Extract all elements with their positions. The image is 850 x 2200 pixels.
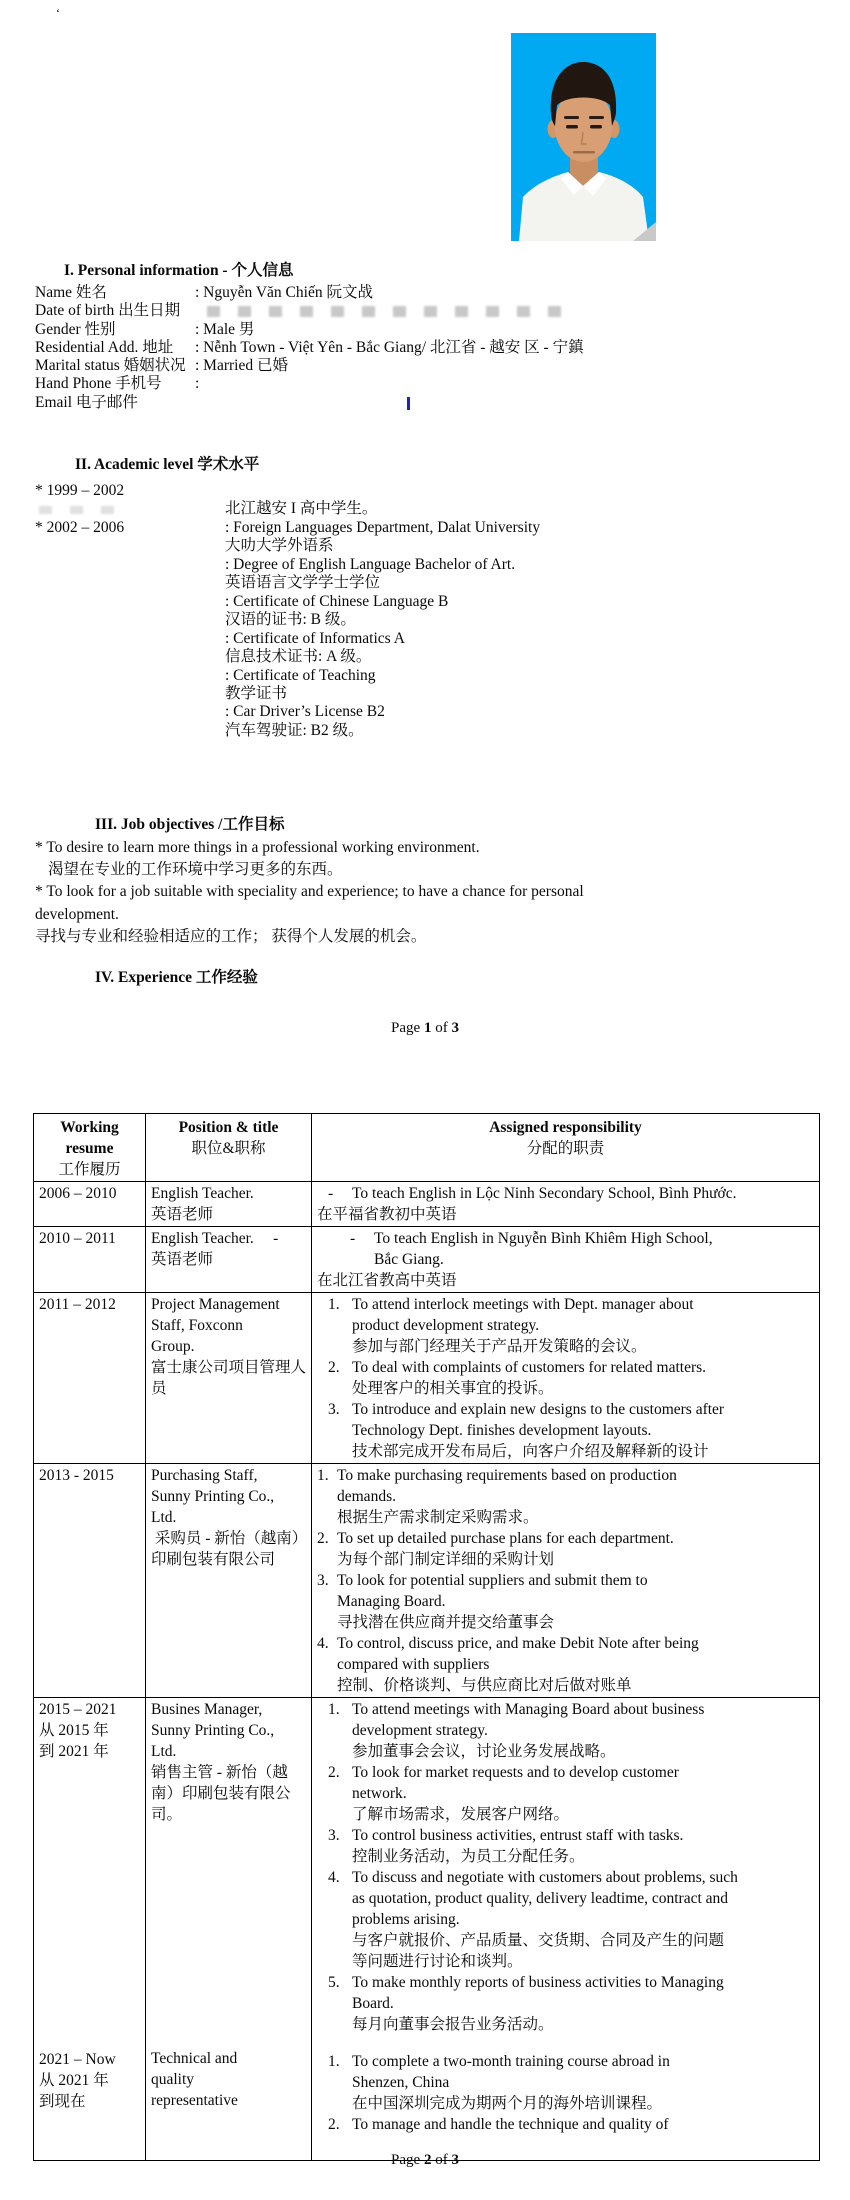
item-marker: - <box>328 1185 334 1202</box>
experience-column-header: Working resume 工作履历 <box>34 1114 146 1182</box>
personal-info-value: : Married 已婚 <box>195 357 288 375</box>
academic-items <box>0 482 850 740</box>
position-line: representative <box>151 2092 238 2109</box>
experience-table-body <box>34 1182 820 2161</box>
responsibility-cell <box>312 1698 820 2161</box>
experience-table-header-row <box>34 1114 820 1182</box>
footer-text: Page <box>391 2152 424 2168</box>
responsibility-cell <box>312 1227 820 1293</box>
page2-footer <box>0 2152 850 2169</box>
working-resume-cell <box>34 1464 146 1698</box>
period-line: 2015 – 2021 <box>39 1701 117 1718</box>
personal-info-row <box>35 339 850 357</box>
academic-row <box>35 556 850 574</box>
objective-lines <box>0 837 850 948</box>
experience-table <box>33 1113 820 2161</box>
personal-info-label: Email 电子邮件 <box>35 393 138 411</box>
period-line: 2013 - 2015 <box>39 1467 114 1484</box>
responsibility-group <box>316 1294 815 1462</box>
item-marker: - <box>350 1230 356 1247</box>
item-marker: 1. <box>328 2053 340 2070</box>
academic-line: 英语语言文学学士学位 <box>225 574 381 592</box>
position-line: Sunny Printing Co., <box>151 1722 275 1739</box>
academic-period: * 2002 – 2006 <box>35 518 125 536</box>
academic-row <box>35 574 850 592</box>
personal-info-row <box>35 375 850 393</box>
position-title-cell <box>146 1182 312 1227</box>
academic-row <box>35 519 850 537</box>
photo-mouth <box>573 151 595 154</box>
academic-period <box>35 667 225 685</box>
position-line: 富士康公司项目管理人员 <box>151 1359 307 1397</box>
experience-row <box>34 1698 820 2161</box>
position-line: Ltd. <box>151 1509 177 1526</box>
responsibility-cell <box>312 1293 820 1464</box>
academic-period <box>35 574 225 592</box>
responsibility-cell <box>312 1182 820 1227</box>
academic-period <box>35 630 225 648</box>
academic-row <box>35 611 850 629</box>
academic-line: 汽车驾驶证: B2 级。 <box>225 721 364 739</box>
position-line: 销售主管 - 新怡（越南）印刷包装有限公司。 <box>151 1764 291 1823</box>
academic-row <box>35 593 850 611</box>
corner-mark: ‘ <box>56 6 60 20</box>
position-line: Project Management <box>151 1296 280 1313</box>
experience-row <box>34 1227 820 1293</box>
responsibility-item: 1. To attend interlock meetings with Dept. manager about product development strategy. 参加与部门经理关于产品开发策略的会议。 <box>328 1296 694 1355</box>
academic-line: : Certificate of Informatics A <box>225 629 405 647</box>
responsibility-item: 1. To attend meetings with Managing Board about business development strategy. 参加董事会会议，讨论业务发展战略。 <box>328 1701 705 1760</box>
footer-page-total: 3 <box>451 2152 459 2168</box>
redacted-smudge <box>39 506 131 514</box>
academic-line: : Certificate of Chinese Language B <box>225 592 449 610</box>
item-marker: 2. <box>317 1530 329 1547</box>
responsibility-item: - To teach English in Lộc Ninh Secondary School, Bình Phước. <box>328 1185 737 1202</box>
redacted-dob-smudge <box>207 306 575 317</box>
item-marker: 2. <box>328 1764 340 1781</box>
academic-period <box>35 556 225 574</box>
personal-info-value: : Nguyễn Văn Chiến 阮文战 <box>195 284 373 301</box>
position-line: Group. <box>151 1338 195 1355</box>
academic-row <box>35 630 850 648</box>
academic-period <box>35 703 225 721</box>
item-marker: 5. <box>328 1974 340 1991</box>
period-line: 从 2015 年 <box>39 1722 109 1739</box>
working-resume-cell <box>34 1698 146 2161</box>
position-title-cell <box>146 1293 312 1464</box>
academic-period: * 1999 – 2002 <box>35 482 125 499</box>
period-line: 2010 – 2011 <box>39 1230 116 1247</box>
position-line: English Teacher. - <box>151 1230 279 1247</box>
academic-line: 信息技术证书: A 级。 <box>225 648 372 666</box>
item-marker: 3. <box>328 1827 340 1844</box>
responsibility-item: 5. To make monthly reports of business activities to Managing Board. 每月向董事会报告业务活动。 <box>328 1974 724 2033</box>
period-line: 2006 – 2010 <box>39 1185 117 1202</box>
personal-info-value: : Male 男 <box>195 320 255 338</box>
personal-heading: I. Personal information - 个人信息 <box>64 262 294 279</box>
academic-row <box>35 648 850 666</box>
personal-info-value <box>195 302 575 319</box>
academic-period <box>35 611 225 629</box>
responsibility-group: - To teach English in Lộc Ninh Secondary School, Bình Phước. 在平福省教初中英语 <box>316 1183 815 1225</box>
academic-row <box>35 703 850 721</box>
photo-eye-left <box>566 125 578 129</box>
footer-page-number: 2 <box>423 2152 432 2168</box>
responsibility-item: 4. To control, discuss price, and make Debit Note after being compared with suppliers 控制、价格谈判、与供应商比对后做对账单 <box>317 1635 699 1694</box>
personal-info-row <box>35 302 850 320</box>
academic-line: 教学证书 <box>225 684 288 702</box>
position-title-cell <box>146 1698 312 2161</box>
academic-line: 汉语的证书: B 级。 <box>225 611 356 629</box>
item-marker: 3. <box>317 1572 329 1589</box>
personal-info-label: Date of birth 出生日期 <box>35 302 181 320</box>
item-marker: 2. <box>328 1359 340 1376</box>
academic-period <box>35 537 225 555</box>
academic-heading: II. Academic level 学术水平 <box>75 456 260 473</box>
academic-line: : Certificate of Teaching <box>225 666 376 684</box>
photo-eye-right <box>590 125 602 129</box>
responsibility-group <box>316 2051 815 2135</box>
footer-page-total: 3 <box>451 1020 459 1036</box>
academic-period <box>35 722 225 740</box>
academic-line: : Degree of English Language Bachelor of Art. <box>225 555 516 573</box>
item-marker: 4. <box>328 1869 340 1886</box>
period-line: 到 2021 年 <box>39 1743 109 1760</box>
personal-info-label: Hand Phone 手机号 <box>35 375 162 393</box>
responsibility-item: 3. To look for potential suppliers and submit them to Managing Board. 寻找潜在供应商并提交给董事会 <box>317 1572 648 1631</box>
personal-info-row <box>35 321 850 339</box>
responsibility-group <box>316 1465 815 1696</box>
academic-line: 北江越安 I 高中学生。 <box>225 500 378 518</box>
objective-line: development. <box>35 905 119 923</box>
position-title-cell <box>146 1227 312 1293</box>
academic-row <box>35 667 850 685</box>
objective-line: * To look for a job suitable with speciality and experience; to have a chance for personal <box>35 883 584 901</box>
academic-line: : Car Driver’s License B2 <box>225 703 385 721</box>
academic-row <box>35 482 850 500</box>
period-line: 到现在 <box>39 2093 86 2110</box>
photo-brow-left <box>564 116 579 119</box>
period-line: 2011 – 2012 <box>39 1296 116 1313</box>
academic-line: 大叻大学外语系 <box>225 537 334 555</box>
position-line: Ltd. <box>151 1743 177 1760</box>
section-job-objectives <box>0 812 850 948</box>
footer-text: of <box>431 2152 452 2168</box>
academic-row <box>35 537 850 555</box>
personal-info-value <box>195 394 410 411</box>
personal-info-value: : Nễnh Town - Việt Yên - Bắc Giang/ 北江省 - 越安 区 - 宁鎮 <box>195 338 584 356</box>
footer-text: Page <box>391 1020 424 1036</box>
item-marker: 4. <box>317 1635 329 1652</box>
item-marker: 3. <box>328 1401 340 1418</box>
position-line: Busines Manager, <box>151 1701 263 1718</box>
portrait-photo-image <box>511 33 656 241</box>
period-line: 2021 – Now <box>39 2051 116 2068</box>
academic-period <box>35 500 225 518</box>
responsibility-item: 2. To deal with complaints of customers for related matters. 处理客户的相关事宜的投诉。 <box>328 1359 707 1397</box>
personal-info-row <box>35 357 850 375</box>
responsibility-item: 1. To make purchasing requirements based on production demands. 根据生产需求制定采购需求。 <box>317 1467 677 1526</box>
personal-info-label: Residential Add. 地址 <box>35 338 174 356</box>
responsibility-item: - To teach English in Nguyễn Bình Khiêm High School, Bắc Giang. <box>350 1230 713 1268</box>
responsibility-item: 2. To look for market requests and to develop customer network. 了解市场需求，发展客户网络。 <box>328 1764 679 1823</box>
experience-column-header: Assigned responsibility 分配的职责 <box>312 1114 820 1182</box>
academic-period <box>35 685 225 703</box>
footer-text: of <box>431 1020 452 1036</box>
position-line: 英语老师 <box>151 1206 214 1223</box>
experience-heading: IV. Experience 工作经验 <box>95 969 258 986</box>
position-line: Staff, Foxconn <box>151 1317 243 1334</box>
working-resume-cell <box>34 1227 146 1293</box>
working-resume-cell <box>34 1182 146 1227</box>
experience-row <box>34 1464 820 1698</box>
section-academic-level <box>0 452 850 740</box>
position-line: quality <box>151 2071 195 2088</box>
academic-line: : Foreign Languages Department, Dalat University <box>225 518 541 536</box>
position-title-cell <box>146 1464 312 1698</box>
responsibility-group: - To teach English in Nguyễn Bình Khiêm High School, Bắc Giang. 在北江省教高中英语 <box>316 1228 815 1291</box>
responsibility-item: 2. To manage and handle the technique and quality of <box>328 2116 669 2133</box>
footer-page-number: 1 <box>423 1020 432 1036</box>
item-marker: 2. <box>328 2116 340 2133</box>
portrait-photo <box>511 33 656 241</box>
responsibility-item: 3. To introduce and explain new designs to the customers after Technology Dept. finishes development layouts. 技术部完成开发布局后，向客户介绍及解释新的设计 <box>328 1401 725 1460</box>
academic-period <box>35 593 225 611</box>
photo-brow-right <box>589 116 604 119</box>
responsibility-item: 4. To discuss and negotiate with customers about problems, such as quotation, product quality, delivery leadtime, contract and problems arising. 与客户就报价、产品质量、交货期、合同及产生的问题 等问题进行讨论和谈判。 <box>328 1869 738 1970</box>
responsibility-group <box>316 1699 815 2035</box>
personal-info-label: Name 姓名 <box>35 284 107 301</box>
experience-row <box>34 1293 820 1464</box>
academic-period <box>35 648 225 666</box>
experience-column-header: Position & title 职位&职称 <box>146 1114 312 1182</box>
page1-footer <box>0 1020 850 1037</box>
position-line: 采购员 - 新怡（越南）印刷包装有限公司 <box>151 1530 300 1568</box>
academic-row <box>35 685 850 703</box>
responsibility-item: 3. To control business activities, entrust staff with tasks. 控制业务活动，为员工分配任务。 <box>328 1827 684 1865</box>
objective-line: 寻找与专业和经验相适应的工作； 获得个人发展的机会。 <box>35 927 427 945</box>
experience-row <box>34 1182 820 1227</box>
personal-info-label: Gender 性别 <box>35 320 116 338</box>
position-line: English Teacher. <box>151 1185 254 1202</box>
responsibility-cell <box>312 1464 820 1698</box>
responsibility-item: 2. To set up detailed purchase plans for each department. 为每个部门制定详细的采购计划 <box>317 1530 674 1568</box>
section-personal-information <box>0 258 850 412</box>
period-line: 从 2021 年 <box>39 2072 109 2089</box>
objectives-heading: III. Job objectives /工作目标 <box>95 816 285 833</box>
item-marker: 1. <box>328 1701 340 1718</box>
personal-info-row <box>35 394 850 412</box>
academic-row <box>35 722 850 740</box>
position-line: Purchasing Staff, <box>151 1467 258 1484</box>
objective-line: 渴望在专业的工作环境中学习更多的东西。 <box>48 861 343 879</box>
position-line: Sunny Printing Co., <box>151 1488 275 1505</box>
position-line: Technical and <box>151 2050 238 2067</box>
personal-info-label: Marital status 婚姻状况 <box>35 357 186 375</box>
responsibility-item: 1. To complete a two-month training course abroad in Shenzen, China 在中国深圳完成为期两个月的海外培训课程。 <box>328 2053 670 2112</box>
position-line: 英语老师 <box>151 1251 214 1268</box>
item-marker: 1. <box>328 1296 340 1313</box>
personal-info-value: : <box>195 375 200 393</box>
academic-row <box>35 500 850 518</box>
redacted-email-mark <box>407 397 410 410</box>
personal-info-row <box>35 284 850 302</box>
working-resume-cell <box>34 1293 146 1464</box>
item-marker: 1. <box>317 1467 329 1484</box>
personal-rows <box>0 284 850 412</box>
objective-line: * To desire to learn more things in a professional working environment. <box>35 839 480 856</box>
